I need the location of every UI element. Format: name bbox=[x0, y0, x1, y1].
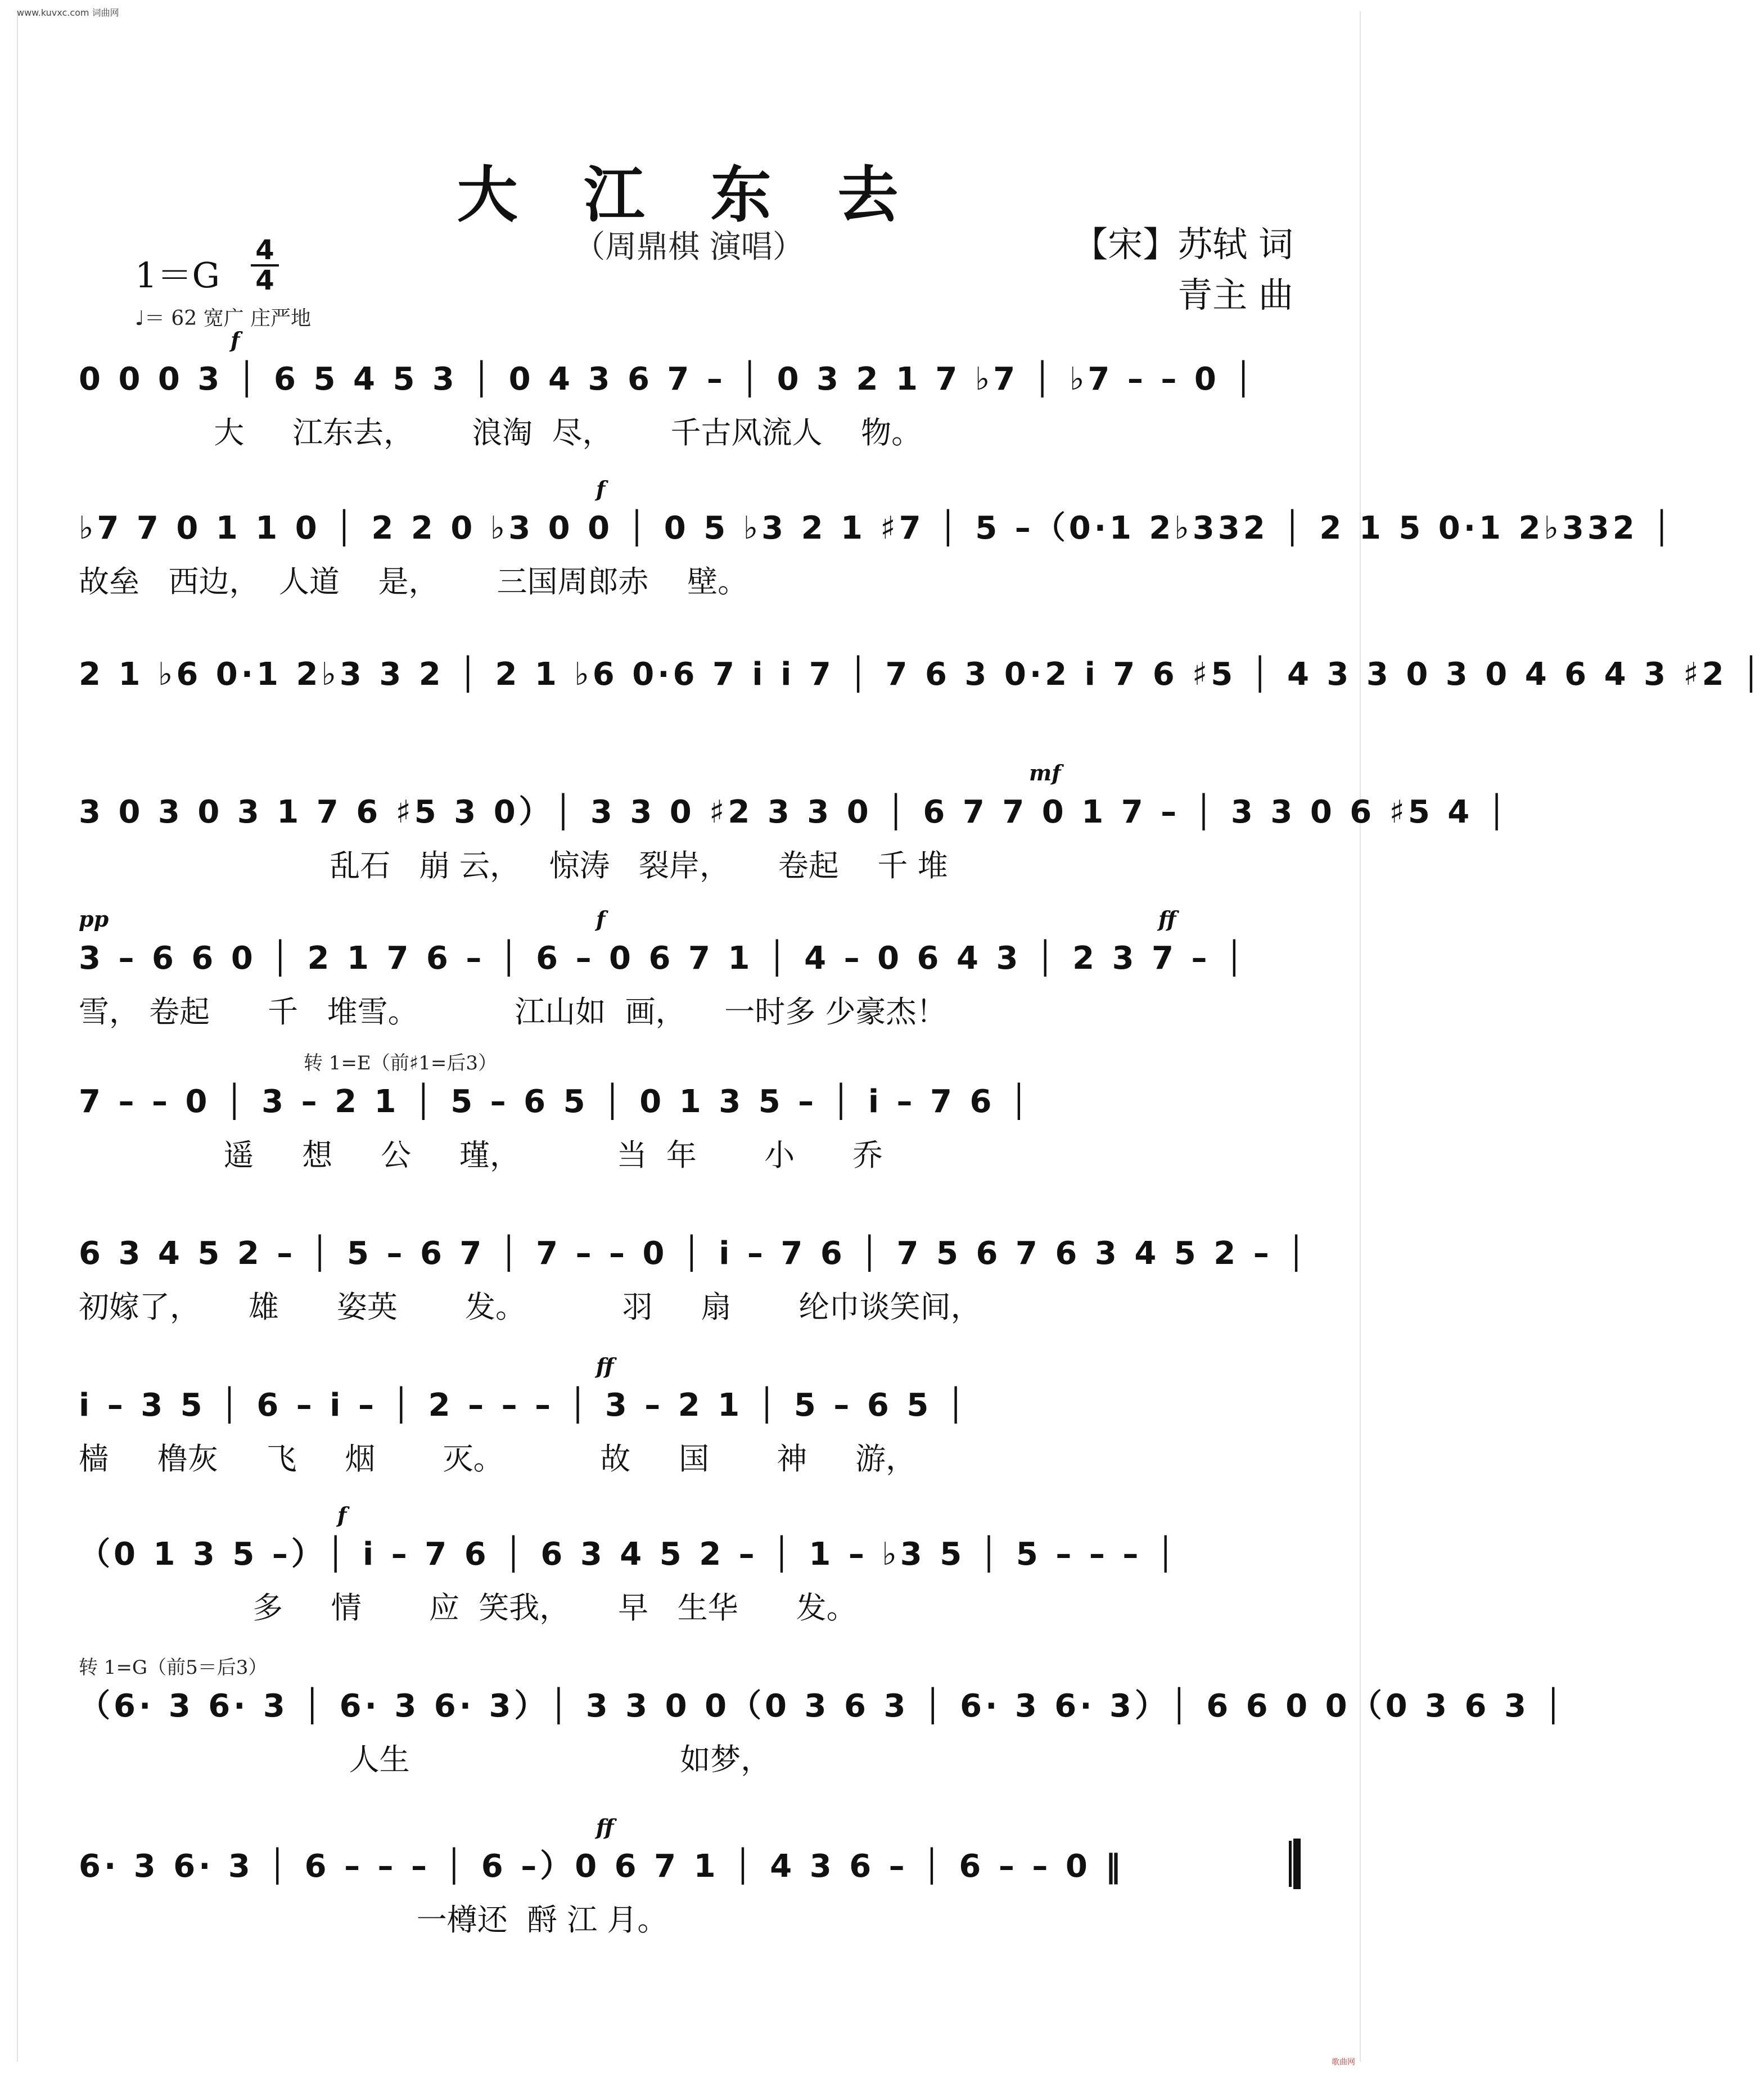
composer-credit: 青主 曲 bbox=[1177, 274, 1293, 315]
lyric-line: 樯 橹灰 飞 烟 灭。 故 国 神 游， bbox=[79, 1441, 917, 1476]
credits bbox=[1073, 219, 1293, 320]
left-margin-strip bbox=[0, 11, 18, 2062]
dynamic-mark: f bbox=[596, 476, 606, 502]
notation-system bbox=[79, 1656, 1567, 1777]
jianpu-notes: 6· 3 6· 3 │ 6 – – – │ 6 –）0 6 7 1 │ 4 3 6 – │ 6 – – 0 ‖ bbox=[79, 1848, 1125, 1885]
jianpu-notes: 3 – 6 6 0 │ 2 1 7 6 – │ 6 – 0 6 7 1 │ 4 – 0 6 4 3 │ 2 3 7 – │ bbox=[79, 940, 1247, 977]
dynamic-mark: f bbox=[231, 327, 240, 353]
singer-credit: （周鼎棋 演唱） bbox=[574, 229, 804, 265]
dynamic-mark: mf bbox=[1029, 760, 1061, 785]
notation-system bbox=[79, 1052, 1316, 1173]
notation-system bbox=[79, 476, 1675, 599]
notation-system bbox=[79, 760, 1510, 883]
lyric-line: 人生 如梦， bbox=[79, 1742, 772, 1777]
lyric-line: 乱石 崩 云， 惊涛 裂岸， 卷起 千 堆 bbox=[79, 848, 948, 883]
lyric-line: 多 情 应 笑我， 早 生华 发。 bbox=[79, 1590, 857, 1625]
key-change-annotation: 转 1=E（前♯1=后3） bbox=[304, 1052, 497, 1074]
jianpu-notes: 0 0 0 3 │ 6 5 4 5 3 │ 0 4 3 6 7 – │ 0 3 2 1 7 ♭7 │ ♭7 – – 0 │ bbox=[79, 361, 1257, 398]
dynamic-mark: ff bbox=[596, 1814, 614, 1840]
notation-system bbox=[79, 1229, 1316, 1325]
jianpu-notes: i – 3 5 │ 6 – i – │ 2 – – – │ 3 – 2 1 │ 5 – 6 5 │ bbox=[79, 1387, 969, 1424]
tempo-marking: ♩＝ 62 宽广 庄严地 bbox=[135, 307, 312, 330]
time-signature-bottom: 4 bbox=[255, 265, 274, 296]
key-signature: 1＝G bbox=[135, 255, 220, 296]
lyric-line: 大 江东去， 浪淘 尽， 千古风流人 物。 bbox=[79, 415, 922, 450]
notation-system bbox=[79, 1353, 1316, 1476]
jianpu-notes: 2 1 ♭6 0·1 2♭3 3 2 │ 2 1 ♭6 0·6 7 i i 7 │ 7 6 3 0·2 i 7 6 ♯5 │ 4 3 3 0 3 0 4 6 4 3 ♯2 │ bbox=[79, 656, 1764, 693]
notation-system bbox=[79, 1814, 1316, 1937]
lyric-line: 遥 想 公 瑾， 当 年 小 乔 bbox=[79, 1137, 883, 1173]
song-title: 大 江 东 去 bbox=[457, 160, 921, 231]
notation-system bbox=[79, 327, 1316, 450]
lyric-line: 故垒 西边， 人道 是， 三国周郎赤 壁。 bbox=[79, 564, 748, 599]
right-margin-strip bbox=[1360, 11, 1378, 2062]
dynamic-mark: ff bbox=[596, 1353, 614, 1379]
final-barline bbox=[1293, 1839, 1301, 1889]
dynamic-mark: f bbox=[596, 906, 606, 932]
time-signature bbox=[251, 236, 279, 295]
jianpu-notes: （0 1 3 5 –）│ i – 7 6 │ 6 3 4 5 2 – │ 1 – ♭3 5 │ 5 – – – │ bbox=[79, 1536, 1179, 1573]
lyric-line: 一樽还 酹 江 月。 bbox=[79, 1902, 668, 1937]
jianpu-notes: （6· 3 6· 3 │ 6· 3 6· 3）│ 3 3 0 0（0 3 6 3 │ 6· 3 6· 3）│ 6 6 0 0（0 3 6 3 │ bbox=[79, 1688, 1567, 1724]
site-watermark-top[interactable]: www.kuvxc.com 词曲网 bbox=[17, 7, 119, 18]
notation-system bbox=[79, 1502, 1316, 1625]
jianpu-notes: 3 0 3 0 3 1 7 6 ♯5 3 0）│ 3 3 0 ♯2 3 3 0 │ 6 7 7 0 1 7 – │ 3 3 0 6 ♯5 4 │ bbox=[79, 794, 1510, 830]
notation-system bbox=[79, 906, 1316, 1029]
dynamic-mark: ff bbox=[1158, 906, 1176, 932]
lyric-line: 雪， 卷起 千 堆雪。 江山如 画， 一时多 少豪杰！ bbox=[79, 994, 947, 1029]
lyricist-credit: 【宋】苏轼 词 bbox=[1073, 224, 1293, 265]
site-watermark-bottom[interactable]: 歌曲网 bbox=[1332, 2058, 1355, 2067]
dynamic-mark: f bbox=[337, 1502, 347, 1528]
jianpu-notes: 7 – – 0 │ 3 – 2 1 │ 5 – 6 5 │ 0 1 3 5 – │ i – 7 6 │ bbox=[79, 1083, 1032, 1120]
dynamic-mark: pp bbox=[79, 906, 109, 932]
time-signature-top: 4 bbox=[251, 236, 279, 267]
notation-system bbox=[79, 649, 1764, 717]
jianpu-notes: ♭7 7 0 1 1 0 │ 2 2 0 ♭3 0 0 │ 0 5 ♭3 2 1 ♯7 │ 5 –（0·1 2♭332 │ 2 1 5 0·1 2♭332 │ bbox=[79, 510, 1675, 547]
key-change-annotation: 转 1=G（前5＝后3） bbox=[79, 1656, 268, 1679]
jianpu-notes: 6 3 4 5 2 – │ 5 – 6 7 │ 7 – – 0 │ i – 7 6 │ 7 5 6 7 6 3 4 5 2 – │ bbox=[79, 1235, 1309, 1272]
lyric-line: 初嫁了， 雄 姿英 发。 羽 扇 纶巾谈笑间， bbox=[79, 1289, 981, 1325]
